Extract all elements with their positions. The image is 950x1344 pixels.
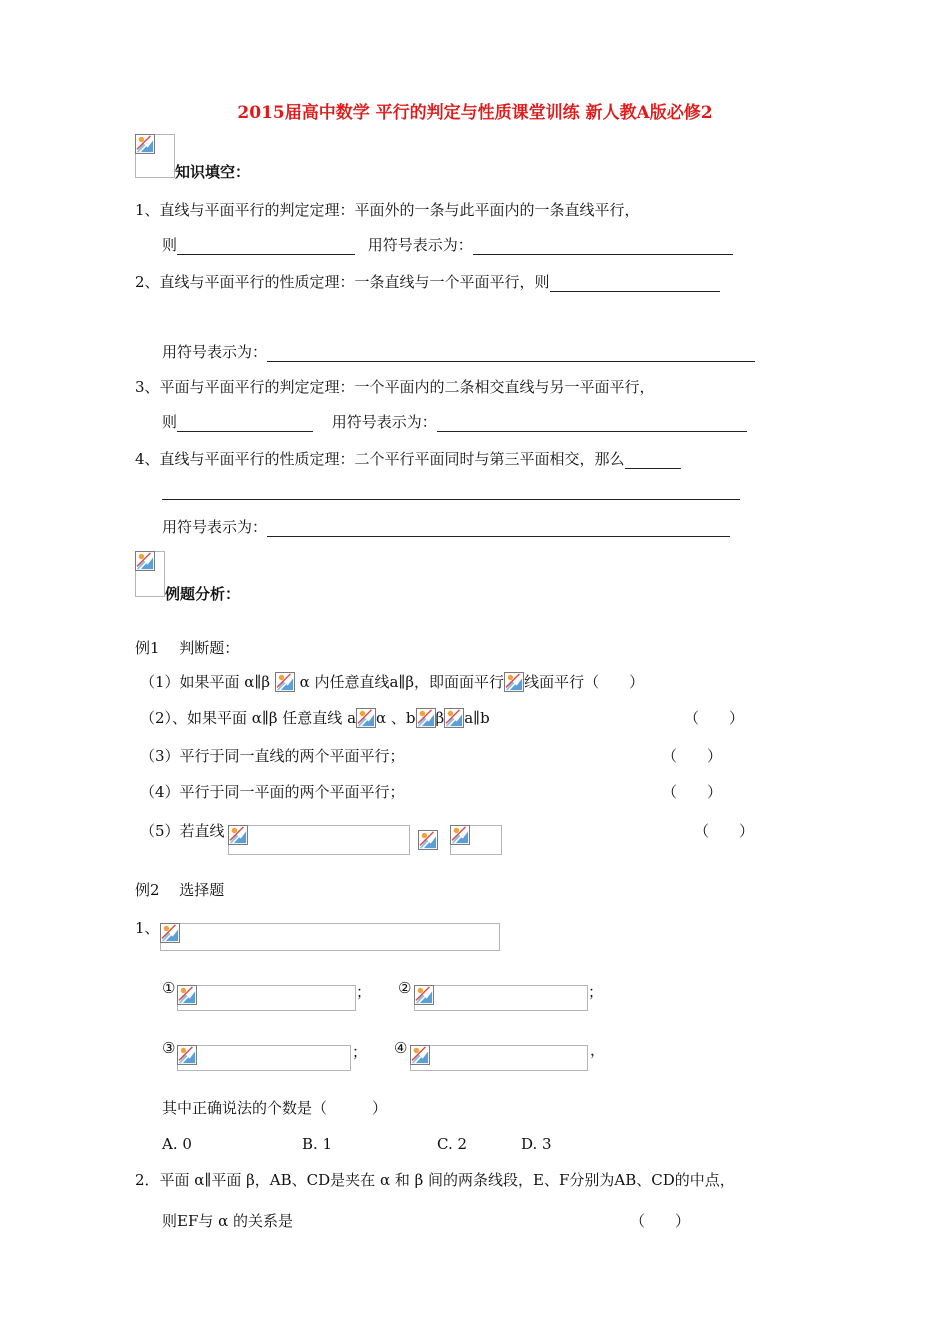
fill-q4-blank[interactable] xyxy=(625,452,681,469)
fill-q2-text: 2、直线与平面平行的性质定理：一条直线与一个平面平行，则 xyxy=(135,273,550,291)
option-end-1: ； xyxy=(356,983,372,1001)
broken-image-icon xyxy=(135,134,155,154)
fill-q3-answer-row xyxy=(162,412,747,432)
formula-image-frame xyxy=(228,825,410,855)
section-heading-knowledge: 知识填空： xyxy=(175,163,251,181)
item1-part-a: （1）如果平面 α∥β xyxy=(140,673,271,691)
broken-image-icon xyxy=(410,1045,430,1065)
fill-q1-symbol-label: 用符号表示为： xyxy=(367,236,473,254)
fill-q3-blank[interactable] xyxy=(177,415,313,432)
fill-q3-then: 则 xyxy=(162,413,178,431)
item3-answer-paren[interactable]: （ ） xyxy=(662,747,723,765)
option-marker-2: ② xyxy=(398,979,412,997)
broken-image-icon xyxy=(275,672,295,692)
section-heading-examples: 例题分析： xyxy=(165,585,241,603)
fill-q1-symbol-blank[interactable] xyxy=(473,238,733,255)
fill-q3-symbol-blank[interactable] xyxy=(437,415,747,432)
fill-q4-symbol-blank[interactable] xyxy=(267,520,730,537)
example1-item-2 xyxy=(140,708,490,728)
item2-answer-paren[interactable]: （ ） xyxy=(684,709,745,727)
formula-image-frame xyxy=(410,1045,588,1071)
item2-part-b: α 、b xyxy=(376,709,416,727)
formula-image-frame xyxy=(177,985,356,1011)
fill-q2-row xyxy=(135,272,720,292)
option-marker-4: ④ xyxy=(394,1039,408,1057)
broken-image-icon xyxy=(160,923,180,943)
item2-part-d: a∥b xyxy=(464,709,490,727)
count-question: 其中正确说法的个数是（ ） xyxy=(162,1099,388,1117)
fill-q4-symbol-row xyxy=(162,517,730,537)
item2-part-a: （2）、如果平面 α∥β 任意直线 a xyxy=(140,709,357,727)
fill-q1-then: 则 xyxy=(162,236,178,254)
option-end-4: ， xyxy=(590,1041,606,1059)
option-marker-3: ③ xyxy=(162,1039,176,1057)
example1-item-5: （5）若直线 xyxy=(140,822,225,840)
example1-item-4: （4）平行于同一平面的两个平面平行； xyxy=(140,783,405,801)
choice-b[interactable]: B. 1 xyxy=(302,1135,333,1153)
item1-part-b: α 内任意直线a∥β，即面面平行 xyxy=(299,673,505,691)
broken-image-icon xyxy=(356,708,376,728)
broken-image-icon xyxy=(416,708,436,728)
option-end-3: ； xyxy=(352,1043,368,1061)
formula-image-frame xyxy=(414,985,588,1011)
fill-q3-symbol-label: 用符号表示为： xyxy=(331,413,437,431)
example2-q2-line2: 则EF与 α 的关系是 xyxy=(162,1212,294,1230)
item4-answer-paren[interactable]: （ ） xyxy=(662,783,723,801)
choice-c[interactable]: C. 2 xyxy=(437,1135,468,1153)
broken-image-icon xyxy=(177,985,197,1005)
document-title: 2015届高中数学 平行的判定与性质课堂训练 新人教A版必修2 xyxy=(237,103,713,123)
item2-part-c: β xyxy=(435,709,445,727)
fill-q2-symbol-label: 用符号表示为： xyxy=(162,343,268,361)
fill-q4-text: 4、直线与平面平行的性质定理：二个平行平面同时与第三平面相交，那么 xyxy=(135,450,625,468)
option-marker-1: ① xyxy=(162,979,176,997)
item1-part-c: 线面平行（ ） xyxy=(524,673,645,691)
example2-q2-line1: 2．平面 α∥平面 β，AB、CD是夹在 α 和 β 间的两条线段，E、F分别为AB、CD的中点， xyxy=(135,1171,735,1189)
option-end-2: ； xyxy=(588,983,604,1001)
fill-q4-row xyxy=(135,449,681,469)
broken-image-icon xyxy=(418,830,438,850)
broken-image-icon xyxy=(444,708,464,728)
q2-answer-paren[interactable]: （ ） xyxy=(630,1212,691,1230)
example1-label: 例1 判断题： xyxy=(135,639,240,657)
fill-q4-answer-line[interactable] xyxy=(162,499,740,500)
fill-q2-symbol-row xyxy=(162,342,755,362)
broken-image-icon xyxy=(135,551,155,571)
broken-image-icon xyxy=(177,1045,197,1065)
example1-item-3: （3）平行于同一直线的两个平面平行； xyxy=(140,747,405,765)
broken-image-icon xyxy=(504,672,524,692)
broken-image-icon xyxy=(414,985,434,1005)
choice-a[interactable]: A. 0 xyxy=(162,1135,192,1153)
fill-q2-symbol-blank[interactable] xyxy=(267,345,755,362)
example2-q1-number: 1、 xyxy=(135,919,160,937)
example1-item-1 xyxy=(140,672,644,692)
fill-q1-blank[interactable] xyxy=(177,238,355,255)
broken-image-icon xyxy=(228,825,248,845)
formula-image-frame xyxy=(160,923,500,951)
fill-q2-blank[interactable] xyxy=(550,275,720,292)
fill-q1-answer-row xyxy=(162,235,733,255)
choice-d[interactable]: D. 3 xyxy=(521,1135,552,1153)
example2-label: 例2 选择题 xyxy=(135,881,225,899)
fill-q1-text: 1、直线与平面平行的判定定理：平面外的一条与此平面内的一条直线平行， xyxy=(135,201,640,219)
fill-q3-text: 3、平面与平面平行的判定定理：一个平面内的二条相交直线与另一平面平行， xyxy=(135,378,655,396)
formula-image-frame xyxy=(177,1045,351,1071)
fill-q4-symbol-label: 用符号表示为： xyxy=(162,518,268,536)
broken-image-icon xyxy=(450,825,470,845)
item5-answer-paren[interactable]: （ ） xyxy=(694,822,755,840)
